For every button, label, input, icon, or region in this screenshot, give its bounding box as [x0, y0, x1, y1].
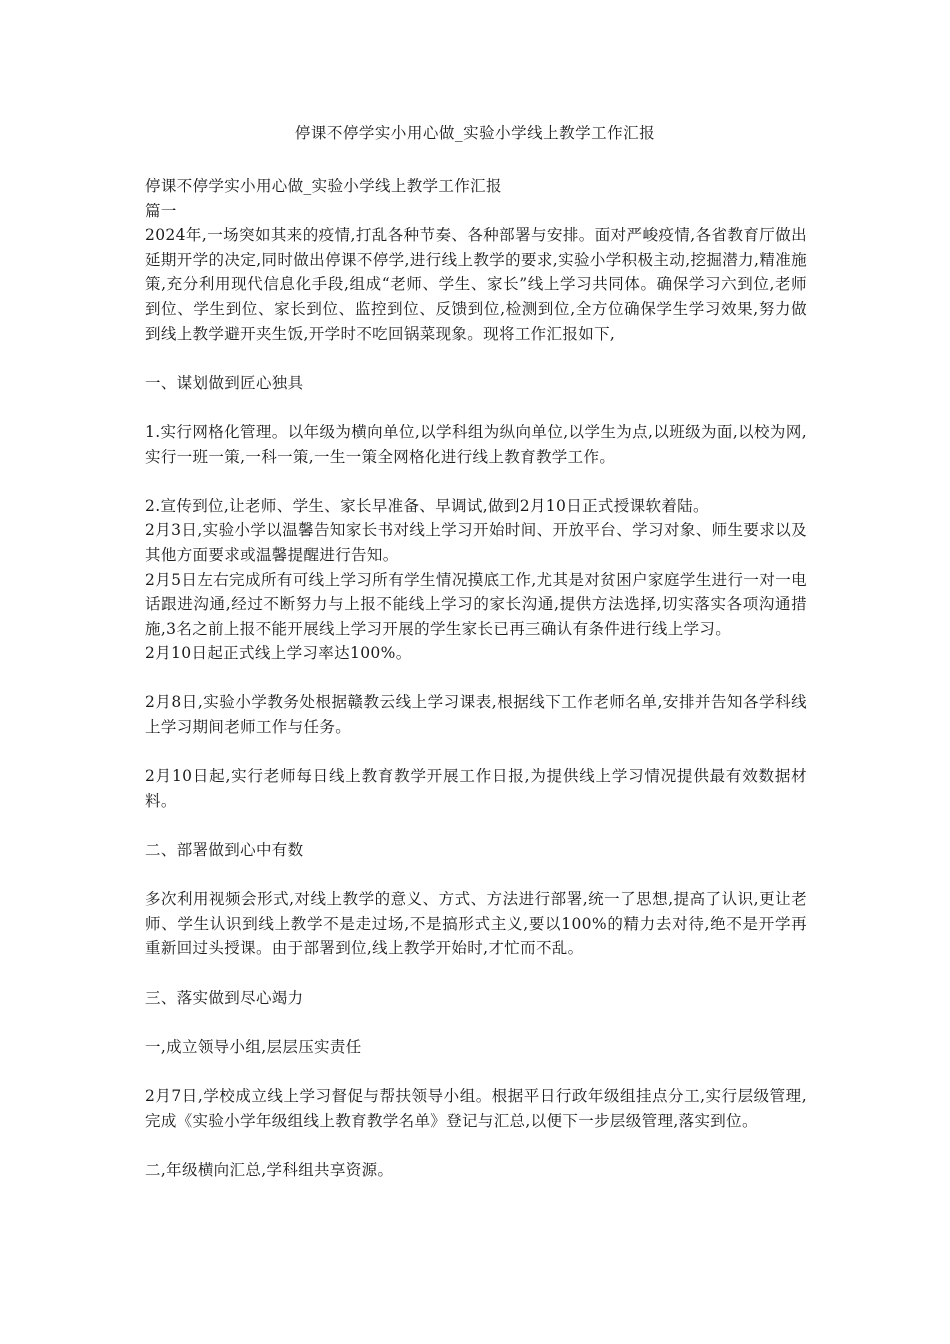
section3-subheading-1: 一,成立领导小组,层层压实责任 — [145, 1037, 362, 1056]
section1-feb10-report-paragraph: 2月10日起,实行老师每日线上教育教学开展工作日报,为提供线上学习情况提供最有效数据材料。 — [145, 767, 807, 810]
spacer — [145, 1133, 807, 1158]
section-heading-2: 二、部署做到心中有数 — [145, 841, 304, 860]
section1-item-2-feb10: 2月10日起正式线上学习率达100%。 — [145, 644, 412, 663]
spacer — [145, 346, 807, 371]
section3-sub1-body: 2月7日,学校成立线上学习督促与帮扶领导小组。根据平日行政年级组挂点分工,实行层级管理,完成《实验小学年级组线上教育教学名单》登记与汇总,以便下一步层级管理,落实到位。 — [145, 1086, 807, 1130]
intro-paragraph: 2024年,一场突如其来的疫情,打乱各种节奏、各种部署与安排。面对严峻疫情,各省教育厅做出延期开学的决定,同时做出停课不停学,进行线上教学的要求,实验小学积极主动,挖掘潜力,精准施策,充分利用现代信息化手段,组成“老师、学生、家长”线上学习共同体。确保学习六到位,老师到位、学生到位、家长到位、监控到位、反馈到位,检测到位,全方位确保学生学习效果,努力做到线上教学避开夹生饭,开学时不吃回锅菜现象。现将工作汇报如下, — [145, 226, 807, 343]
section-heading-3: 三、落实做到尽心竭力 — [145, 988, 304, 1007]
section1-item-2-feb3: 2月3日,实验小学以温馨告知家长书对线上学习开始时间、开放平台、学习对象、师生要求以及其他方面要求或温馨提醒进行告知。 — [145, 521, 807, 564]
document-subtitle: 停课不停学实小用心做_实验小学线上教学工作汇报 — [145, 177, 502, 195]
document-title: 停课不停学实小用心做_实验小学线上教学工作汇报 — [294, 124, 656, 142]
section1-item-2-feb5: 2月5日左右完成所有可线上学习所有学生情况摸底工作,尤其是对贫困户家庭学生进行一对一电话跟进沟通,经过不断努力与上报不能线上学习的家长沟通,提供方法选择,切实落实各项沟通措施,3名之前上报不能开展线上学习开展的学生家长已再三确认有条件进行线上学习。 — [145, 570, 807, 638]
spacer — [145, 666, 807, 691]
part-label: 篇一 — [145, 201, 177, 220]
section2-body: 多次利用视频会形式,对线上教学的意义、方式、方法进行部署,统一了思想,提高了认识,更让老师、学生认识到线上教学不是走过场,不是搞形式主义,要以100%的精力去对待,绝不是开学再重新回过头授课。由于部署到位,线上教学开始时,才忙而不乱。 — [145, 890, 807, 958]
document-body — [145, 174, 807, 1182]
spacer — [145, 1010, 807, 1035]
spacer — [145, 863, 807, 888]
section1-item-2: 2.宣传到位,让老师、学生、家长早准备、早调试,做到2月10日正式授课软着陆。 — [145, 496, 709, 515]
section1-feb8-paragraph: 2月8日,实验小学教务处根据赣教云线上学习课表,根据线下工作老师名单,安排并告知各学科线上学习期间老师工作与任务。 — [145, 693, 807, 737]
spacer — [145, 961, 807, 986]
spacer — [145, 813, 807, 838]
section3-subheading-2: 二,年级横向汇总,学科组共享资源。 — [145, 1160, 394, 1179]
section1-item-1: 1.实行网格化管理。以年级为横向单位,以学科组为纵向单位,以学生为点,以班级为面,以校为网,实行一班一策,一科一策,一生一策全网格化进行线上教育教学工作。 — [145, 422, 807, 466]
spacer — [145, 469, 807, 494]
spacer — [145, 395, 807, 420]
section-heading-1: 一、谋划做到匠心独具 — [145, 373, 304, 392]
spacer — [145, 740, 807, 765]
spacer — [145, 1059, 807, 1084]
